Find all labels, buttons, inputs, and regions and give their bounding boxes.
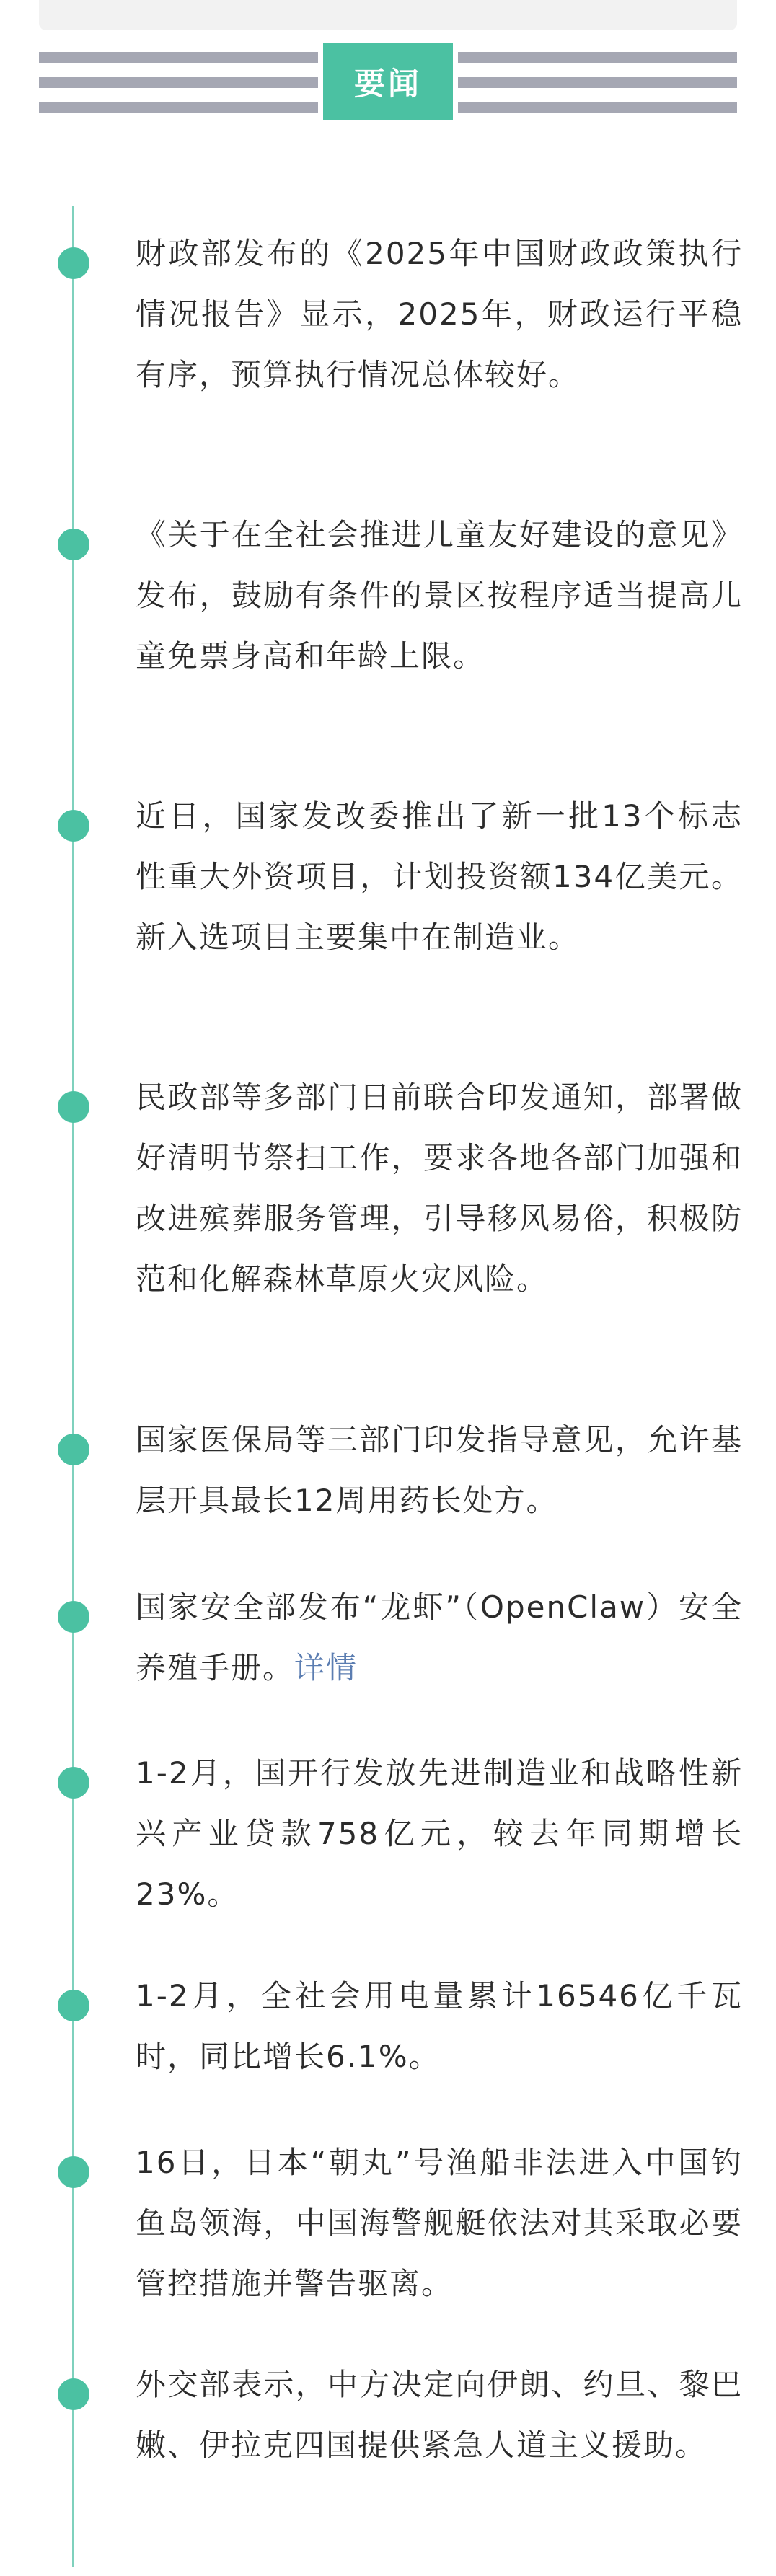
timeline-dot	[58, 1601, 89, 1633]
news-text: 近日，国家发改委推出了新一批13个标志性重大外资项目，计划投资额134亿美元。新入选项目主要集中在制造业。	[136, 798, 743, 955]
section-title: 要闻	[354, 66, 422, 102]
news-text: 财政部发布的《2025年中国财政政策执行情况报告》显示，2025年，财政运行平稳有序，预算执行情况总体较好。	[136, 236, 743, 392]
timeline-dot	[58, 1091, 89, 1123]
detail-link[interactable]: 详情	[294, 1650, 358, 1685]
timeline-dot	[58, 1990, 89, 2021]
timeline-dot	[58, 2156, 89, 2188]
news-text: 1-2月，国开行发放先进制造业和战略性新兴产业贷款758亿元，较去年同期增长23%。	[136, 1755, 743, 1912]
news-text: 《关于在全社会推进儿童友好建设的意见》发布，鼓励有条件的景区按程序适当提高儿童免票身高和年龄上限。	[136, 517, 743, 674]
news-text: 外交部表示，中方决定向伊朗、约旦、黎巴嫩、伊拉克四国提供紧急人道主义援助。	[136, 2367, 743, 2463]
news-text: 16日，日本“朝丸”号渔船非法进入中国钓鱼岛领海，中国海警舰艇依法对其采取必要管控措施并警告驱离。	[136, 2145, 743, 2301]
news-text: 1-2月，全社会用电量累计16546亿千瓦时，同比增长6.1%。	[136, 1978, 743, 2074]
timeline-dot	[58, 1767, 89, 1799]
timeline-dot	[58, 529, 89, 560]
timeline-dot	[58, 810, 89, 842]
news-text: 民政部等多部门日前联合印发通知，部署做好清明节祭扫工作，要求各地各部门加强和改进殡葬服务管理，引导移风易俗，积极防范和化解森林草原火灾风险。	[136, 1080, 743, 1297]
news-text	[136, 1577, 743, 1698]
timeline-dot	[58, 1434, 89, 1465]
timeline-dot	[58, 247, 89, 279]
news-text-content: 国家安全部发布“龙虾”（OpenClaw）安全养殖手册。	[136, 1589, 743, 1685]
news-text: 国家医保局等三部门印发指导意见，允许基层开具最长12周用药长处方。	[136, 1422, 743, 1518]
timeline-dot	[58, 2378, 89, 2410]
